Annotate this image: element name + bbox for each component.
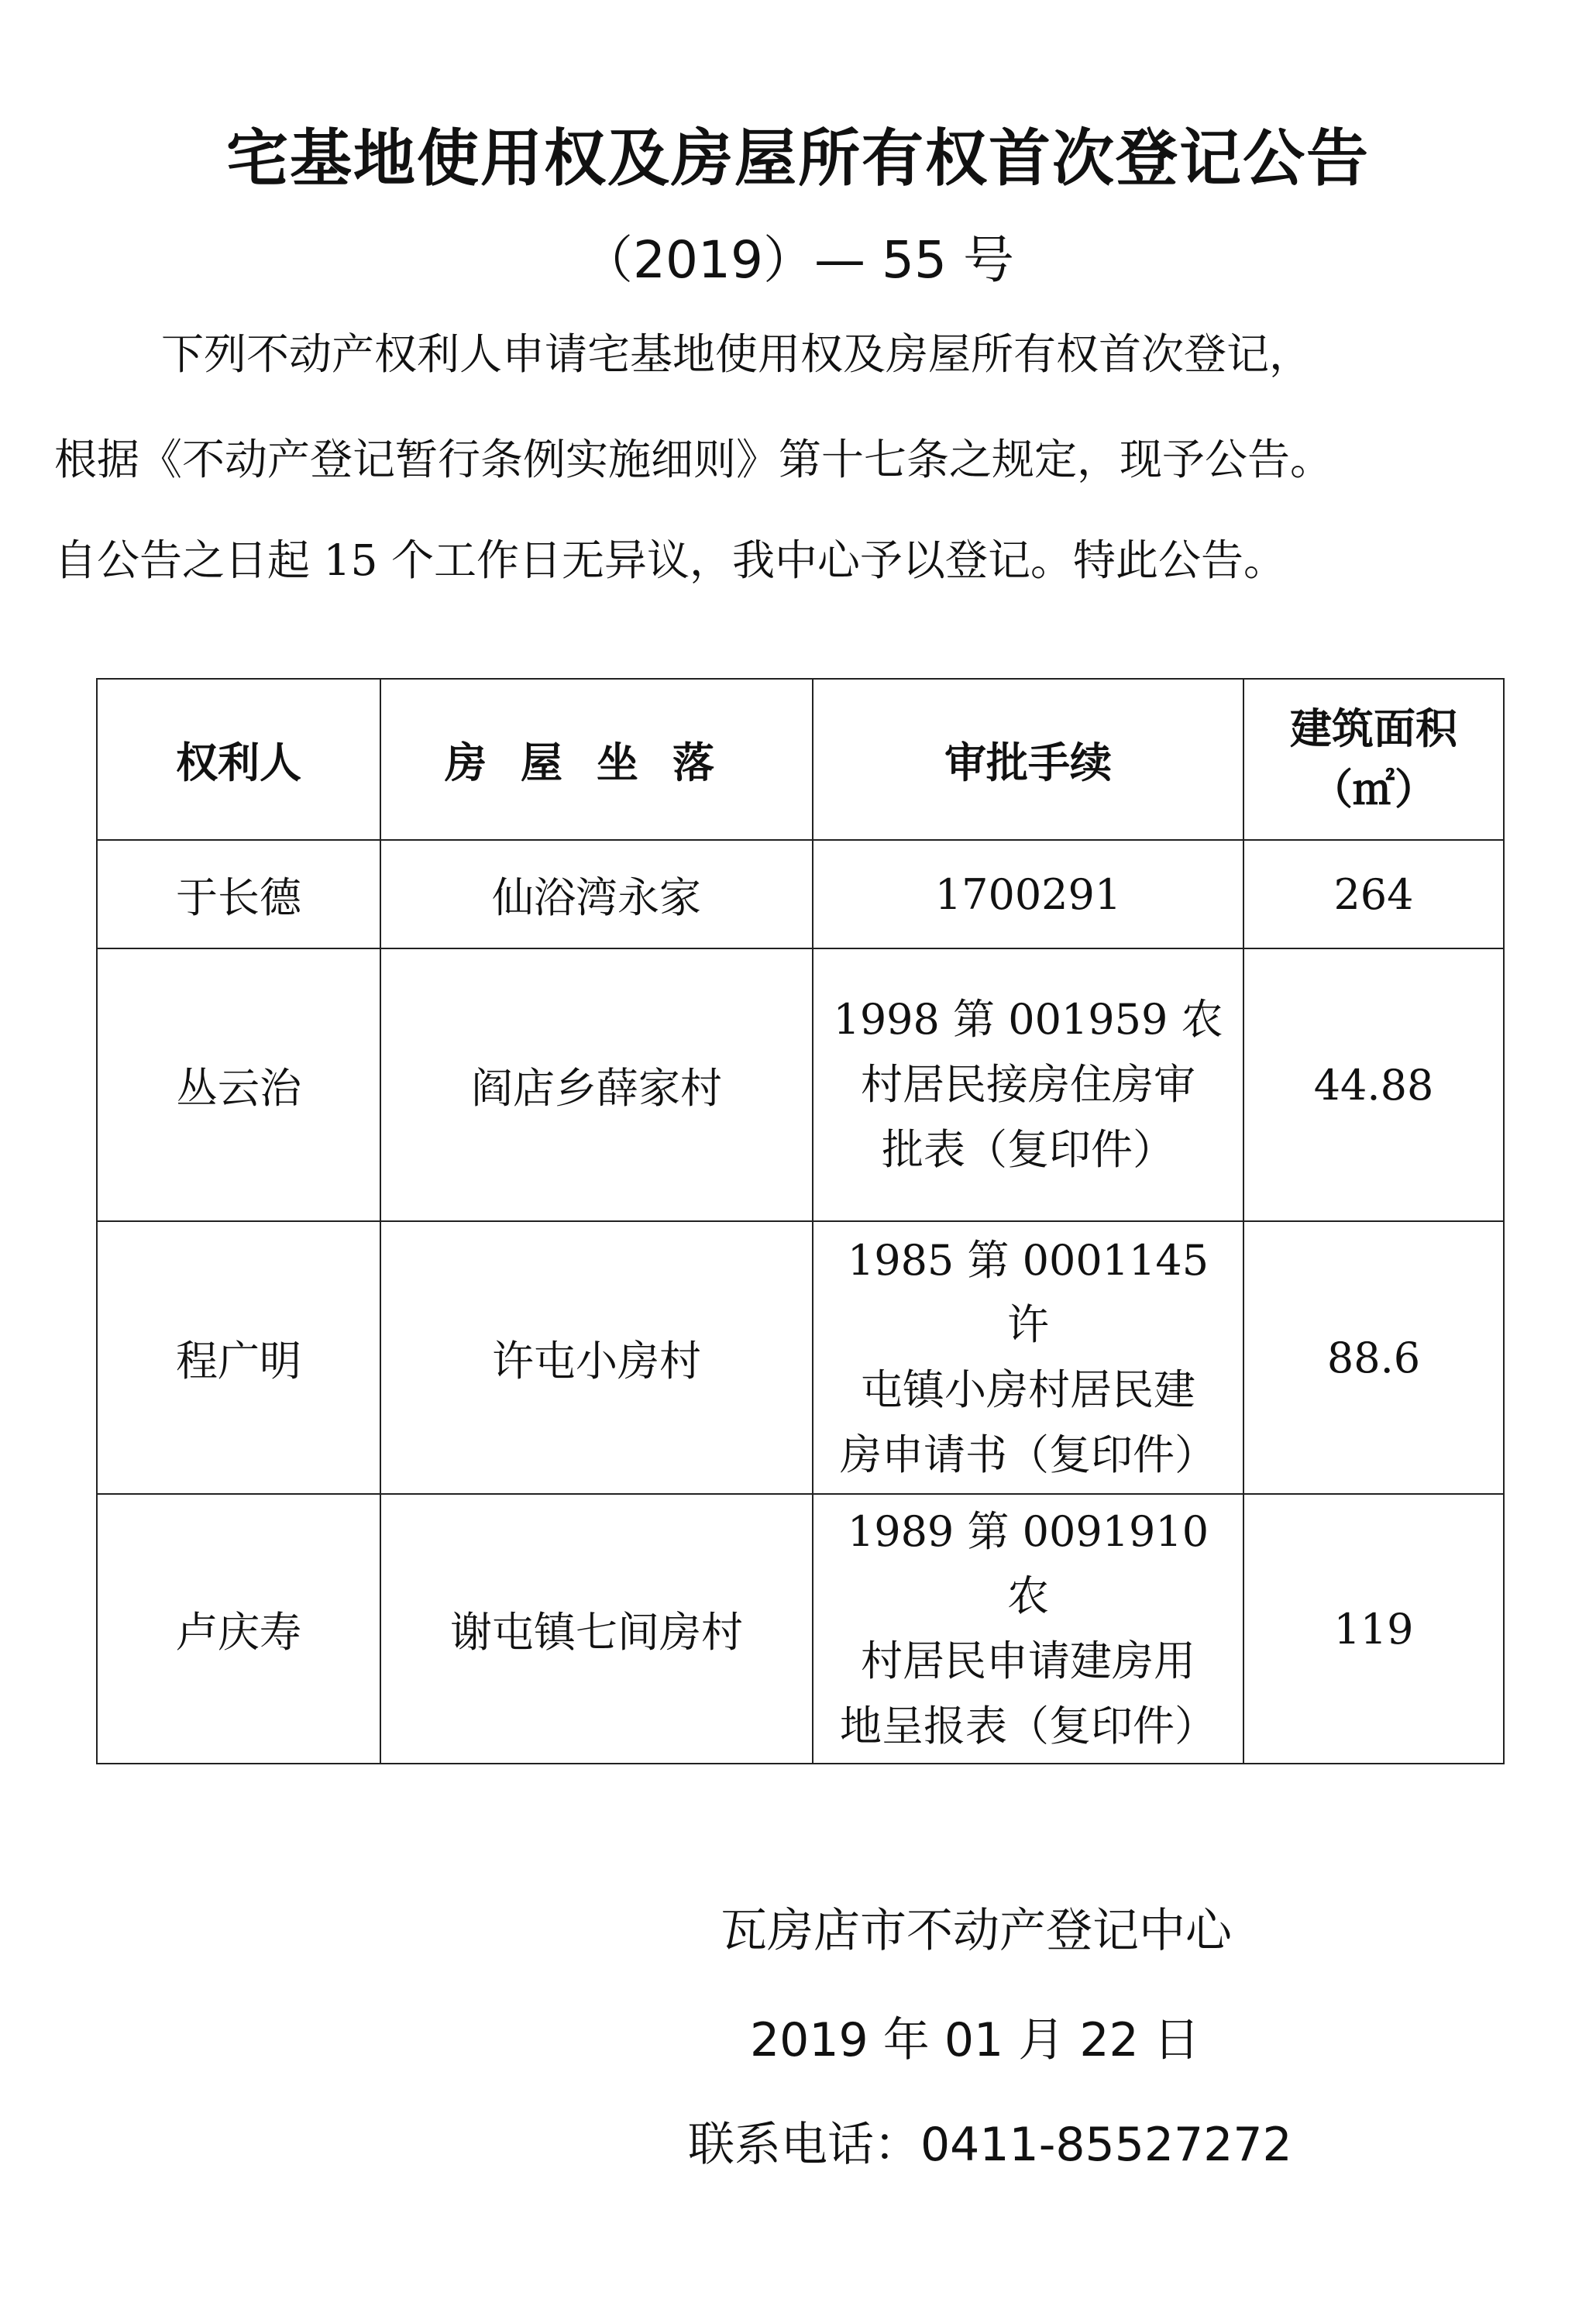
issuing-organization: 瓦房店市不动产登记中心 xyxy=(721,1904,1232,1958)
cell-area: 88.6 xyxy=(1243,1221,1504,1494)
cell-area: 119 xyxy=(1243,1494,1504,1764)
table-row xyxy=(97,1494,1504,1764)
cell-location: 谢屯镇七间房村 xyxy=(380,1494,813,1764)
table-row xyxy=(97,840,1504,948)
table-header-row xyxy=(97,679,1504,840)
cell-approval: 1985 第 0001145 许 屯镇小房村居民建 房申请书（复印件） xyxy=(813,1221,1243,1494)
registration-table xyxy=(96,678,1505,1764)
cell-owner: 卢庆寿 xyxy=(97,1494,380,1764)
header-approval: 审批手续 xyxy=(813,679,1243,840)
cell-area: 264 xyxy=(1243,840,1504,948)
cell-owner: 于长德 xyxy=(97,840,380,948)
cell-approval: 1989 第 0091910 农 村居民申请建房用 地呈报表（复印件） xyxy=(813,1494,1243,1764)
cell-approval: 1998 第 001959 农 村居民接房住房审 批表（复印件） xyxy=(813,948,1243,1221)
notice-title: 宅基地使用权及房屋所有权首次登记公告 xyxy=(226,122,1370,194)
cell-location: 仙浴湾永家 xyxy=(380,840,813,948)
issue-date: 2019 年 01 月 22 日 xyxy=(750,2013,1200,2067)
table-row xyxy=(97,1221,1504,1494)
notice-paragraph-line-1: 下列不动产权利人申请宅基地使用权及房屋所有权首次登记， xyxy=(161,329,1312,379)
cell-owner: 程广明 xyxy=(97,1221,380,1494)
cell-location: 许屯小房村 xyxy=(380,1221,813,1494)
table-row xyxy=(97,948,1504,1221)
notice-paragraph-line-2: 根据《不动产登记暂行条例实施细则》第十七条之规定，现予公告。 xyxy=(54,435,1333,484)
header-location: 房屋坐落 xyxy=(380,679,813,840)
cell-area: 44.88 xyxy=(1243,948,1504,1221)
notice-number: （2019）— 55 号 xyxy=(582,230,1014,290)
header-area: 建筑面积 （㎡） xyxy=(1243,679,1504,840)
header-owner: 权利人 xyxy=(97,679,380,840)
contact-phone: 联系电话：0411-85527272 xyxy=(688,2118,1292,2172)
cell-approval: 1700291 xyxy=(813,840,1243,948)
cell-location: 阎店乡薛家村 xyxy=(380,948,813,1221)
notice-paragraph-line-3: 自公告之日起 15 个工作日无异议，我中心予以登记。特此公告。 xyxy=(54,535,1286,585)
cell-owner: 丛云治 xyxy=(97,948,380,1221)
